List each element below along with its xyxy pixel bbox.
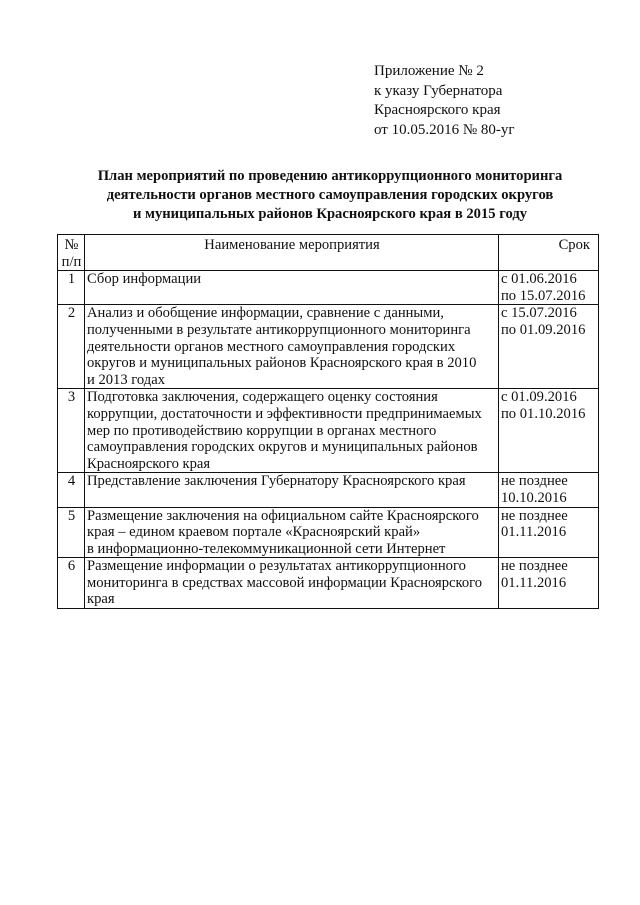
header-number-line: п/п — [61, 253, 82, 270]
appendix-line: Приложение № 2 — [374, 63, 484, 79]
header-number-line: № — [64, 237, 79, 253]
term-line: с 01.06.2016 — [501, 271, 577, 288]
event-name-line: и 2013 годах — [87, 371, 165, 388]
row-term — [499, 271, 599, 305]
row-event-name — [85, 305, 499, 389]
event-name-line: коррупции, достаточности и эффективности предпринимаемых — [87, 405, 482, 422]
table-row — [58, 473, 599, 507]
table-row — [58, 507, 599, 558]
appendix-block — [374, 62, 515, 140]
row-term — [499, 558, 599, 609]
event-name-line: самоуправления городских округов и муниципальных районов — [87, 439, 478, 456]
table-row — [58, 389, 599, 473]
event-name-line: Сбор информации — [87, 271, 202, 288]
term-line: с 15.07.2016 — [501, 305, 577, 322]
event-name-line: Анализ и обобщение информации, сравнение с данными, — [87, 305, 444, 322]
term-line: не позднее — [501, 507, 568, 524]
term-line: 01.11.2016 — [501, 524, 567, 541]
term-line: 10.10.2016 — [501, 489, 567, 506]
header-name: Наименование мероприятия — [85, 235, 499, 271]
header-term: Срок — [499, 235, 599, 271]
row-event-name — [85, 558, 499, 609]
event-name-line: деятельности органов местного самоуправления городских — [87, 338, 456, 355]
row-number: 3 — [58, 389, 85, 473]
term-line: с 01.09.2016 — [501, 389, 577, 406]
title-line: деятельности органов местного самоуправления городских округов — [106, 187, 554, 203]
term-line: по 01.09.2016 — [501, 321, 586, 338]
term-line: не позднее — [501, 473, 568, 490]
title-line: План мероприятий по проведению антикоррупционного мониторинга — [97, 168, 563, 184]
row-term — [499, 507, 599, 558]
row-event-name — [85, 473, 499, 507]
event-name-line: Представление заключения Губернатору Красноярского края — [87, 473, 466, 490]
event-name-line: Размещение информации о результатах антикоррупционного — [87, 558, 466, 575]
row-event-name — [85, 271, 499, 305]
table-row — [58, 305, 599, 389]
header-number — [58, 235, 85, 271]
appendix-line: Красноярского края — [374, 102, 501, 118]
event-name-line: Размещение заключения на официальном сайте Красноярского — [87, 507, 479, 524]
row-number: 5 — [58, 507, 85, 558]
event-name-line: полученными в результате антикоррупционного мониторинга — [87, 321, 471, 338]
event-name-line: Красноярского края — [87, 455, 211, 472]
row-term — [499, 473, 599, 507]
term-line: по 01.10.2016 — [501, 405, 586, 422]
row-event-name — [85, 507, 499, 558]
table-row — [58, 271, 599, 305]
table-body — [58, 271, 599, 609]
row-term — [499, 305, 599, 389]
term-line: по 15.07.2016 — [501, 287, 586, 304]
appendix-line: к указу Губернатора — [374, 82, 503, 99]
term-line: не позднее — [501, 558, 568, 575]
event-name-line: в информационно-телекоммуникационной сети Интернет — [87, 540, 446, 557]
row-number: 6 — [58, 558, 85, 609]
row-term — [499, 389, 599, 473]
row-number: 4 — [58, 473, 85, 507]
appendix-line: от 10.05.2016 № 80-уг — [374, 121, 515, 138]
event-name-line: края – едином краевом портале «Красноярский край» — [87, 524, 421, 541]
document-title — [60, 167, 600, 224]
row-number: 1 — [58, 271, 85, 305]
title-line: и муниципальных районов Красноярского края в 2015 году — [132, 206, 528, 222]
event-name-line: мер по противодействию коррупции в органах местного — [87, 422, 437, 439]
table-row — [58, 558, 599, 609]
event-name-line: округов и муниципальных районов Красноярского края в 2010 — [87, 355, 477, 372]
row-number: 2 — [58, 305, 85, 389]
table-header-row — [58, 235, 599, 271]
event-name-line: мониторинга в средствах массовой информации Красноярского — [87, 574, 483, 591]
event-name-line: Подготовка заключения, содержащего оценку состояния — [87, 389, 438, 406]
row-event-name — [85, 389, 499, 473]
events-table — [57, 234, 599, 609]
event-name-line: края — [87, 591, 115, 608]
term-line: 01.11.2016 — [501, 574, 567, 591]
